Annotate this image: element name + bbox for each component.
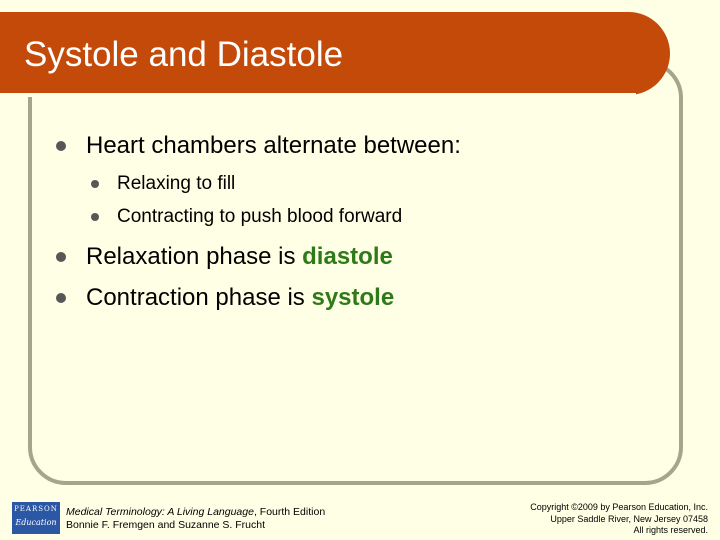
bullet-dot-icon	[91, 213, 99, 221]
pearson-logo	[12, 502, 60, 534]
logo-brand: PEARSON	[14, 505, 58, 513]
book-edition: , Fourth Edition	[253, 506, 326, 518]
copyright-line-3: All rights reserved.	[633, 525, 708, 535]
bullet-text: Relaxing to fill	[117, 173, 236, 194]
bullet-dot-icon	[91, 180, 99, 188]
bullet-text: Heart chambers alternate between:	[86, 132, 461, 159]
bullet-text: Contraction phase is	[86, 284, 312, 311]
slide-frame	[28, 60, 683, 485]
copyright-line-2: Upper Saddle River, New Jersey 07458	[550, 513, 708, 524]
footer-copyright	[530, 502, 708, 537]
book-authors: Bonnie F. Fremgen and Suzanne S. Frucht	[66, 519, 266, 531]
logo-sub: Education	[15, 518, 57, 527]
bullet-dot-icon	[56, 252, 66, 262]
sub-bullet-relaxing	[91, 173, 235, 195]
bullet-text: Contracting to push blood forward	[117, 206, 403, 227]
bullet-contraction-phase	[56, 284, 394, 312]
title-underline	[0, 93, 636, 97]
book-title: Medical Terminology: A Living Language	[66, 506, 254, 518]
bullet-heart-chambers	[56, 132, 461, 160]
footer-citation	[66, 506, 325, 532]
keyword-systole: systole	[311, 284, 395, 311]
keyword-diastole: diastole	[302, 243, 393, 270]
slide-title: Systole and Diastole	[24, 35, 344, 74]
copyright-line-1: Copyright ©2009 by Pearson Education, Inc.	[530, 502, 708, 512]
bullet-dot-icon	[56, 293, 66, 303]
sub-bullet-contracting	[91, 206, 402, 228]
bullet-dot-icon	[56, 141, 66, 151]
bullet-text: Relaxation phase is	[86, 243, 303, 270]
bullet-relaxation-phase	[56, 243, 393, 271]
